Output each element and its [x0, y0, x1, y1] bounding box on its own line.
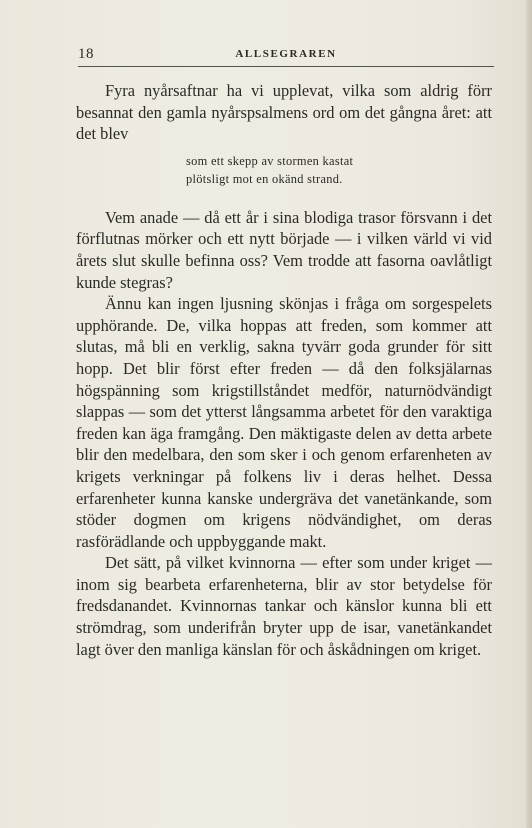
verse-quote — [76, 152, 492, 188]
section-gap — [76, 188, 492, 207]
page-body — [76, 80, 492, 660]
verse-line-2: plötsligt mot en okänd strand. — [186, 171, 343, 186]
paragraph-3: Ännu kan ingen ljusning skönjas i fråga om sorgespelets upphörande. De, vilka hoppas att freden, som kommer att slutas, må bli en verklig, sakna tyvärr goda grunder för sitt hopp. Det blir först efter freden — då den folksjälarnas högspänning som krigstillståndet medför, naturnödvändigt slappas — som det ytterst långsamma arbetet för den varaktiga freden kan äga framgång. Den mäktigaste delen av detta arbete blir den medelbara, den som sker i och genom erfarenheten av krigets verkningar på folkens liv i deras helhet. Dessa erfarenheter kunna kanske undergräva det vanetänkande, som stöder dogmen om krigens nödvändighet, om deras rasförädlande och uppbyggande makt. — [76, 294, 492, 551]
page-edge-shadow — [526, 0, 532, 828]
paragraph-4: Det sätt, på vilket kvinnorna — efter som under kriget — inom sig bearbeta erfarenheterna, blir av stor betydelse för fredsdanandet. Kvinnornas tankar och känslor kunna bli ett strömdrag, som underifrån bryter upp de isar, vanetänkandet lagt över den manliga känslan för och åskådningen om kriget. — [76, 553, 492, 659]
page-number: 18 — [78, 46, 94, 62]
running-title: ALLSEGRAREN — [235, 48, 337, 60]
verse-line-1: som ett skepp av stormen kastat — [186, 153, 354, 168]
paragraph-2: Vem anade — då ett år i sina blodiga trasor försvann i det förflutnas mörker och ett nytt började — i vilken värld vi vid årets slut skulle befinna oss? Vem trodde att fasorna oavlåtligt kunde stegras? — [76, 207, 492, 292]
page-header — [78, 44, 494, 67]
paragraph-1: Fyra nyårsaftnar ha vi upplevat, vilka som aldrig förr besannat den gamla nyårspsalmens ord om det gångna året: att det blev — [76, 81, 492, 144]
